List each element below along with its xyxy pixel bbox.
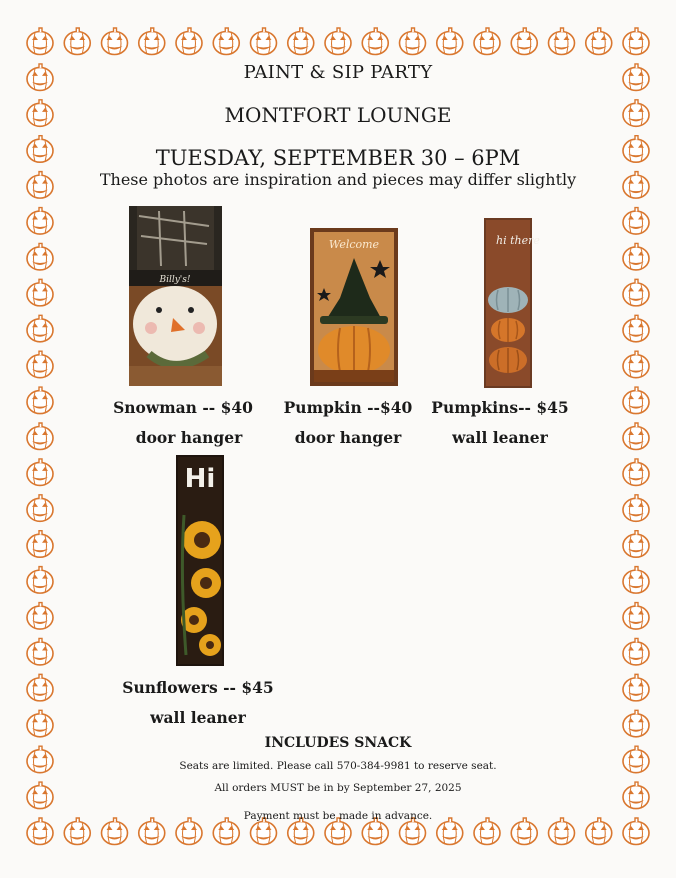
jack-o-lantern-icon: [176, 28, 202, 55]
event-date: TUESDAY, SEPTEMBER 30 – 6PM: [155, 146, 521, 170]
sunflowers-name-price: Sunflowers -- $45: [122, 678, 274, 697]
jack-o-lantern-icon: [623, 208, 649, 235]
pumpkin-sign-text: Welcome: [328, 238, 380, 251]
jack-o-lantern-icon: [623, 423, 649, 450]
jack-o-lantern-icon: [27, 387, 53, 414]
jack-o-lantern-icon: [27, 495, 53, 522]
jack-o-lantern-icon: [586, 28, 612, 55]
jack-o-lantern-icon: [511, 28, 537, 55]
jack-o-lantern-icon: [623, 387, 649, 414]
snowman-door-hanger-photo: [129, 206, 222, 386]
jack-o-lantern-icon: [623, 567, 649, 594]
jack-o-lantern-icon: [474, 28, 500, 55]
pumpkins-type: wall leaner: [452, 428, 548, 447]
payment-note: Payment must be made in advance.: [243, 810, 433, 822]
jack-o-lantern-icon: [27, 531, 53, 558]
jack-o-lantern-icon: [27, 351, 53, 378]
seats-note: Seats are limited. Please call 570-384-9981 to reserve seat.: [179, 760, 497, 772]
jack-o-lantern-icon: [139, 28, 165, 55]
pumpkin-door-hanger-photo: [310, 228, 398, 386]
pumpkins-wall-leaner-photo: [484, 218, 540, 388]
jack-o-lantern-icon: [437, 28, 463, 55]
sunflowers-caption: [122, 673, 274, 733]
jack-o-lantern-icon: [27, 710, 53, 737]
jack-o-lantern-icon: [623, 28, 649, 55]
includes-snack: INCLUDES SNACK: [264, 735, 412, 751]
pumpkins-name-price: Pumpkins-- $45: [431, 398, 569, 417]
pumpkin-name-price: Pumpkin --$40: [283, 398, 413, 417]
jack-o-lantern-icon: [623, 495, 649, 522]
jack-o-lantern-icon: [623, 459, 649, 486]
jack-o-lantern-icon: [288, 28, 314, 55]
jack-o-lantern-icon: [64, 28, 90, 55]
sunflowers-wall-leaner-photo: [176, 455, 224, 666]
jack-o-lantern-icon: [362, 28, 388, 55]
jack-o-lantern-icon: [27, 208, 53, 235]
jack-o-lantern-icon: [325, 28, 351, 55]
jack-o-lantern-icon: [27, 423, 53, 450]
jack-o-lantern-icon: [213, 28, 239, 55]
inspiration-note: These photos are inspiration and pieces may differ slightly: [99, 170, 577, 189]
jack-o-lantern-icon: [549, 28, 575, 55]
pumpkins-caption: [430, 393, 570, 453]
snowman-name-price: Snowman -- $40: [113, 398, 253, 417]
pumpkins-sign-text: hi there: [496, 234, 540, 247]
sunflowers-sign-text: Hi: [184, 464, 216, 494]
jack-o-lantern-icon: [27, 279, 53, 306]
jack-o-lantern-icon: [623, 351, 649, 378]
jack-o-lantern-icon: [623, 315, 649, 342]
jack-o-lantern-icon: [623, 243, 649, 270]
jack-o-lantern-icon: [623, 638, 649, 665]
jack-o-lantern-icon: [27, 638, 53, 665]
jack-o-lantern-icon: [623, 531, 649, 558]
jack-o-lantern-icon: [623, 603, 649, 630]
snowman-caption: [108, 393, 258, 453]
jack-o-lantern-icon: [251, 28, 277, 55]
venue-name: MONTFORT LOUNGE: [224, 103, 452, 127]
jack-o-lantern-icon: [27, 603, 53, 630]
pumpkin-type: door hanger: [294, 428, 402, 447]
jack-o-lantern-icon: [27, 315, 53, 342]
jack-o-lantern-icon: [27, 674, 53, 701]
jack-o-lantern-icon: [623, 710, 649, 737]
pumpkin-caption: [278, 393, 418, 453]
order-deadline: All orders MUST be in by September 27, 2025: [214, 782, 462, 794]
jack-o-lantern-icon: [27, 243, 53, 270]
jack-o-lantern-icon: [623, 279, 649, 306]
jack-o-lantern-icon: [623, 674, 649, 701]
jack-o-lantern-icon: [27, 459, 53, 486]
jack-o-lantern-icon: [400, 28, 426, 55]
snowman-sign-text: Billy's!: [159, 275, 191, 285]
sunflowers-type: wall leaner: [150, 708, 246, 727]
jack-o-lantern-icon: [27, 28, 53, 55]
event-title: PAINT & SIP PARTY: [243, 62, 433, 83]
jack-o-lantern-icon: [27, 567, 53, 594]
jack-o-lantern-icon: [102, 28, 128, 55]
snowman-type: door hanger: [135, 428, 243, 447]
